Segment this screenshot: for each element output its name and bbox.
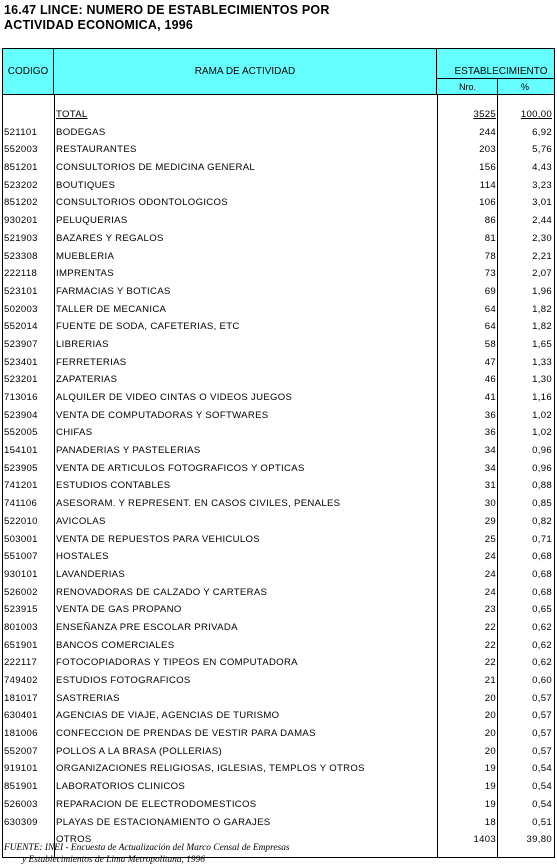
row-nro: 1403 [473, 834, 496, 846]
row-nro: 31 [484, 480, 496, 492]
row-rama: REPARACION DE ELECTRODOMESTICOS [56, 798, 257, 810]
row-rama: VENTA DE REPUESTOS PARA VEHICULOS [56, 533, 260, 545]
row-nro: 29 [484, 515, 496, 527]
table-row [3, 743, 554, 761]
row-pct: 0,54 [532, 798, 552, 810]
row-pct: 0,62 [532, 639, 552, 651]
row-rama: PELUQUERIAS [56, 215, 128, 227]
row-nro: 20 [484, 710, 496, 722]
table-row [3, 601, 554, 619]
row-codigo: 523401 [4, 356, 38, 368]
total-row [3, 106, 554, 124]
row-codigo: 741201 [4, 480, 38, 492]
source-note [4, 842, 290, 866]
table-row [3, 336, 554, 354]
row-pct: 5,76 [532, 144, 552, 156]
row-codigo: 521101 [4, 126, 38, 138]
total-pct: 100,00 [520, 109, 552, 120]
table-row [3, 654, 554, 672]
row-codigo: 552007 [4, 745, 38, 757]
table-row [3, 265, 554, 283]
row-rama: RENOVADORAS DE CALZADO Y CARTERAS [56, 586, 268, 598]
table-row [3, 531, 554, 549]
row-codigo: 851901 [4, 781, 38, 793]
row-rama: CONSULTORIOS DE MEDICINA GENERAL [56, 162, 256, 174]
row-codigo: 522010 [4, 515, 38, 527]
table-row [3, 778, 554, 796]
row-pct: 1,16 [532, 392, 552, 403]
table-row [3, 796, 554, 814]
row-codigo: 154101 [4, 445, 38, 457]
row-rama: MUEBLERIA [56, 250, 115, 262]
row-pct: 0,68 [532, 586, 552, 598]
row-codigo: 526002 [4, 586, 38, 598]
row-nro: 86 [484, 215, 496, 227]
row-nro: 30 [484, 498, 496, 510]
row-pct: 0,60 [532, 675, 552, 686]
row-rama: LAVANDERIAS [56, 568, 126, 580]
row-pct: 1,02 [532, 427, 552, 439]
row-rama: FOTOCOPIADORAS Y TIPEOS EN COMPUTADORA [56, 657, 298, 669]
row-rama: BANCOS COMERCIALES [56, 639, 175, 651]
row-pct: 0,68 [532, 568, 552, 580]
row-codigo: 552014 [4, 321, 38, 333]
row-rama: VENTA DE ARTICULOS FOTOGRAFICOS Y OPTICAS [56, 462, 305, 474]
row-rama: ENSEÑANZA PRE ESCOLAR PRIVADA [56, 621, 238, 633]
row-codigo: 851201 [4, 162, 38, 174]
row-rama: RESTAURANTES [56, 144, 137, 156]
table-row [3, 477, 554, 495]
row-codigo: 521903 [4, 232, 38, 244]
table-row [3, 760, 554, 778]
table-row [3, 212, 554, 230]
row-codigo: 503001 [4, 533, 38, 545]
row-nro: 34 [484, 445, 496, 457]
row-pct: 0,71 [532, 533, 552, 545]
row-rama: ASESORAM. Y REPRESENT. EN CASOS CIVILES, PENALES [56, 498, 341, 510]
row-rama: ESTUDIOS FOTOGRAFICOS [56, 675, 191, 686]
row-pct: 0,62 [532, 621, 552, 633]
row-pct: 0,57 [532, 710, 552, 722]
row-codigo: 523905 [4, 462, 38, 474]
row-pct: 6,92 [532, 126, 552, 138]
row-nro: 73 [484, 268, 496, 280]
row-codigo: 851202 [4, 197, 38, 209]
row-pct: 0,54 [532, 781, 552, 793]
header-codigo: CODIGO [3, 49, 54, 94]
row-codigo: 552005 [4, 427, 38, 439]
table-row [3, 283, 554, 301]
row-nro: 20 [484, 745, 496, 757]
header-subdivider [497, 78, 498, 94]
table-row [3, 725, 554, 743]
row-rama: ALQUILER DE VIDEO CINTAS O VIDEOS JUEGOS [56, 392, 293, 403]
row-rama: VENTA DE GAS PROPANO [56, 604, 182, 616]
row-nro: 36 [484, 409, 496, 421]
table-row [3, 619, 554, 637]
table-row [3, 194, 554, 212]
row-pct: 0,65 [532, 604, 552, 616]
table-row [3, 230, 554, 248]
table-row [3, 566, 554, 584]
row-rama: CONFECCION DE PRENDAS DE VESTIR PARA DAMAS [56, 728, 316, 740]
title-line-2: ACTIVIDAD ECONOMICA, 1996 [4, 18, 194, 32]
table-row [3, 301, 554, 319]
row-rama: OTROS [56, 834, 92, 846]
table-row [3, 248, 554, 266]
table-row [3, 424, 554, 442]
table-body [3, 106, 554, 849]
table-row [3, 354, 554, 372]
row-nro: 24 [484, 568, 496, 580]
row-pct: 0,62 [532, 657, 552, 669]
table-row [3, 371, 554, 389]
source-line-2: y Establecimientos de Lima Metropolitana, 1996 [22, 855, 205, 865]
row-pct: 0,68 [532, 551, 552, 563]
row-codigo: 181006 [4, 728, 38, 740]
row-nro: 203 [479, 144, 496, 156]
row-nro: 46 [484, 374, 496, 386]
source-line-1: FUENTE: INEI - Encuesta de Actualización del Marco Censal de Empresas [4, 843, 290, 853]
row-nro: 23 [484, 604, 496, 616]
row-rama: ESTUDIOS CONTABLES [56, 480, 171, 492]
table-row [3, 513, 554, 531]
row-pct: 1,02 [532, 409, 552, 421]
row-pct: 3,23 [532, 179, 552, 191]
row-pct: 1,65 [532, 338, 552, 350]
table-row [3, 690, 554, 708]
row-rama: BOUTIQUES [56, 179, 116, 191]
row-nro: 244 [479, 126, 496, 138]
row-pct: 1,33 [532, 356, 552, 368]
row-rama: ZAPATERIAS [56, 374, 118, 386]
row-codigo: 930201 [4, 215, 38, 227]
row-pct: 1,96 [532, 285, 552, 297]
row-codigo: 551007 [4, 551, 38, 563]
header-establecimiento: ESTABLECIMIENTO [454, 66, 548, 77]
row-rama: PLAYAS DE ESTACIONAMIENTO O GARAJES [56, 816, 271, 828]
row-nro: 21 [484, 675, 496, 686]
row-nro: 18 [484, 816, 496, 828]
row-pct: 2,07 [532, 268, 552, 280]
table-row [3, 584, 554, 602]
row-nro: 20 [484, 728, 496, 740]
row-nro: 47 [484, 356, 496, 368]
row-codigo: 222118 [4, 268, 38, 280]
row-pct: 4,43 [532, 162, 552, 174]
row-pct: 0,82 [532, 515, 552, 527]
row-codigo: 523904 [4, 409, 38, 421]
table-row [3, 442, 554, 460]
row-codigo: 523201 [4, 374, 38, 386]
row-rama: FUENTE DE SODA, CAFETERIAS, ETC [56, 321, 240, 333]
row-nro: 41 [484, 392, 496, 403]
row-pct: 0,57 [532, 728, 552, 740]
row-pct: 1,82 [532, 321, 552, 333]
row-codigo: 630401 [4, 710, 38, 722]
table-row [3, 495, 554, 513]
row-codigo: 630309 [4, 816, 38, 828]
row-rama: BAZARES Y REGALOS [56, 232, 164, 244]
row-codigo: 523202 [4, 179, 38, 191]
row-pct: 0,57 [532, 745, 552, 757]
row-pct: 1,82 [532, 303, 552, 315]
header-divider [437, 78, 554, 79]
table-row [3, 389, 554, 407]
page-title [4, 3, 330, 33]
row-nro: 81 [484, 232, 496, 244]
row-codigo: 749402 [4, 675, 38, 686]
table-row [3, 548, 554, 566]
row-codigo: 181017 [4, 692, 38, 704]
row-nro: 19 [484, 798, 496, 810]
row-codigo: 741106 [4, 498, 38, 510]
row-nro: 34 [484, 462, 496, 474]
row-codigo: 523101 [4, 285, 38, 297]
row-rama: VENTA DE COMPUTADORAS Y SOFTWARES [56, 409, 269, 421]
table-row [3, 637, 554, 655]
row-pct: 0,96 [532, 445, 552, 457]
row-pct: 0,54 [532, 763, 552, 775]
row-rama: SASTRERIAS [56, 692, 120, 704]
table-header [3, 49, 554, 95]
row-pct: 1,30 [532, 374, 552, 386]
table-row [3, 318, 554, 336]
row-codigo: 222117 [4, 657, 38, 669]
row-pct: 0,57 [532, 692, 552, 704]
row-rama: BODEGAS [56, 126, 106, 138]
table-frame [2, 48, 555, 858]
row-nro: 24 [484, 586, 496, 598]
header-nro: Nro. [459, 82, 477, 92]
row-codigo: 523915 [4, 604, 38, 616]
row-nro: 114 [479, 179, 496, 191]
row-codigo: 523907 [4, 338, 38, 350]
row-rama: AGENCIAS DE VIAJE, AGENCIAS DE TURISMO [56, 710, 280, 722]
row-pct: 39,80 [526, 834, 552, 846]
row-nro: 58 [484, 338, 496, 350]
row-rama: FARMACIAS Y BOTICAS [56, 285, 171, 297]
row-nro: 20 [484, 692, 496, 704]
row-codigo: 651901 [4, 639, 38, 651]
row-rama: POLLOS A LA BRASA (POLLERIAS) [56, 745, 223, 757]
table-row [3, 814, 554, 832]
row-nro: 106 [479, 197, 496, 209]
header-rama: RAMA DE ACTIVIDAD [54, 49, 437, 94]
table-row [3, 460, 554, 478]
table-row [3, 159, 554, 177]
row-pct: 0,96 [532, 462, 552, 474]
row-nro: 64 [484, 303, 496, 315]
row-codigo: 552003 [4, 144, 38, 156]
row-rama: IMPRENTAS [56, 268, 114, 280]
row-rama: CONSULTORIOS ODONTOLOGICOS [56, 197, 228, 209]
row-nro: 24 [484, 551, 496, 563]
row-pct: 3,01 [532, 197, 552, 209]
row-nro: 36 [484, 427, 496, 439]
row-rama: LIBRERIAS [56, 338, 109, 350]
row-rama: TALLER DE MECANICA [56, 303, 167, 315]
row-rama: ORGANIZACIONES RELIGIOSAS, IGLESIAS, TEMPLOS Y OTROS [56, 763, 365, 775]
table-row [3, 141, 554, 159]
row-rama: PANADERIAS Y PASTELERIAS [56, 445, 201, 457]
row-codigo: 502003 [4, 303, 38, 315]
row-nro: 19 [484, 763, 496, 775]
row-nro: 19 [484, 781, 496, 793]
row-pct: 0,51 [532, 816, 552, 828]
table-row [3, 707, 554, 725]
row-pct: 2,21 [532, 250, 552, 262]
title-line-1: 16.47 LINCE: NUMERO DE ESTABLECIMIENTOS POR [4, 3, 330, 17]
table-row [3, 407, 554, 425]
row-codigo: 801003 [4, 621, 38, 633]
row-rama: CHIFAS [56, 427, 93, 439]
row-nro: 22 [484, 657, 496, 669]
total-label: TOTAL [56, 109, 88, 120]
row-nro: 69 [484, 285, 496, 297]
table-row [3, 177, 554, 195]
row-rama: HOSTALES [56, 551, 109, 563]
row-nro: 25 [484, 533, 496, 545]
table-row [3, 124, 554, 142]
row-rama: FERRETERIAS [56, 356, 127, 368]
row-pct: 0,88 [532, 480, 552, 492]
header-pct: % [521, 82, 530, 92]
row-nro: 22 [484, 639, 496, 651]
row-codigo: 526003 [4, 798, 38, 810]
total-nro: 3525 [473, 109, 496, 120]
row-pct: 0,85 [532, 498, 552, 510]
row-pct: 2,44 [532, 215, 552, 227]
row-codigo: 919101 [4, 763, 38, 775]
row-nro: 78 [484, 250, 496, 262]
table-row [3, 672, 554, 690]
row-pct: 2,30 [532, 232, 552, 244]
row-codigo: 713016 [4, 392, 38, 403]
row-codigo: 523308 [4, 250, 38, 262]
row-rama: LABORATORIOS CLINICOS [56, 781, 186, 793]
row-rama: AVICOLAS [56, 515, 106, 527]
row-codigo: 930101 [4, 568, 38, 580]
row-nro: 156 [479, 162, 496, 174]
row-nro: 22 [484, 621, 496, 633]
row-nro: 64 [484, 321, 496, 333]
